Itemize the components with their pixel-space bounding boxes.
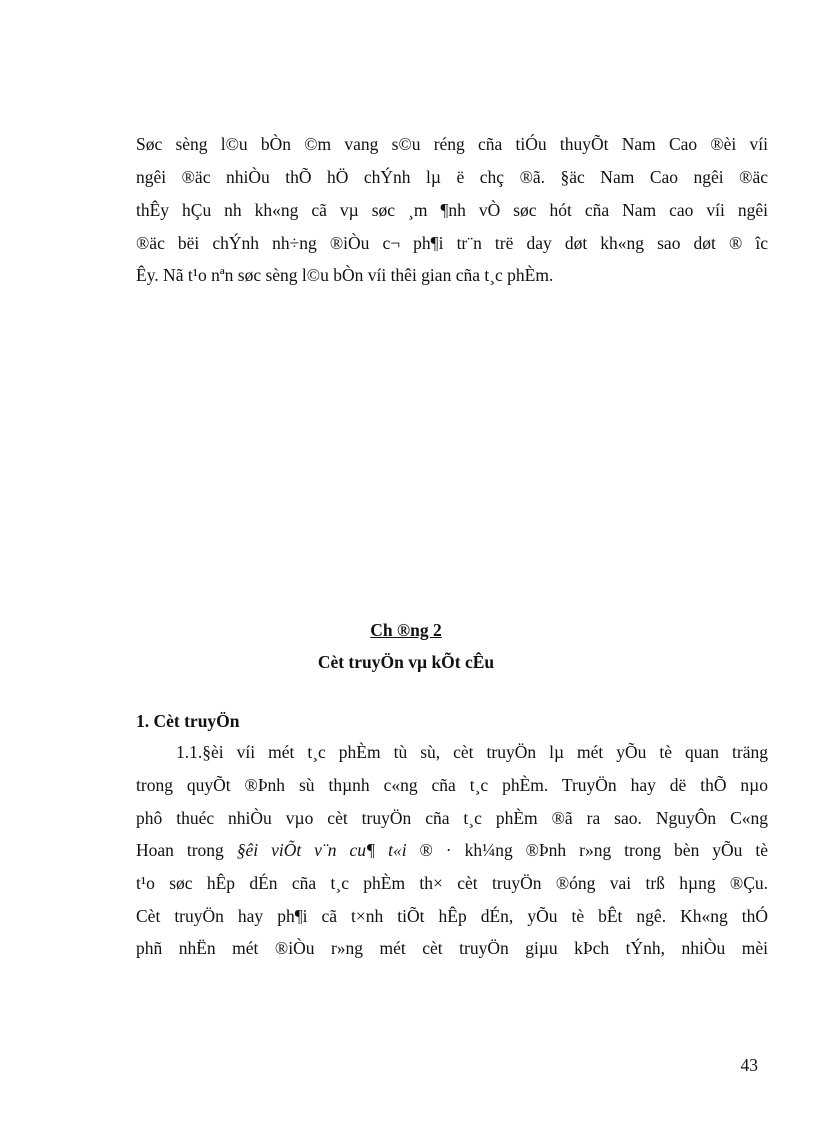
text-line: ngêi ®äc nhiÒu thÕ hÖ chÝnh lµ ë chç ®ã. §äc Nam Cao ngêi ®äc <box>136 167 768 187</box>
chapter-title: Cèt truyÖn vµ kÕt cÊu <box>317 652 495 672</box>
text-line: Cèt truyÖn hay ph¶i cã t×nh tiÕt hÊp dÉn, yÕu tè bÊt ngê. Kh«ng thÓ <box>136 906 768 926</box>
text-line <box>136 839 768 861</box>
text-segment: kh¼ng ®Þnh r»ng trong bèn yÕu tè <box>464 840 768 860</box>
text-line: phñ nhËn mét ®iÒu r»ng mét cèt truyÖn giµu kÞch tÝnh, nhiÒu mèi <box>136 938 768 958</box>
text-segment: Hoan trong <box>136 840 224 860</box>
text-line: t¹o søc hÊp dÉn cña t¸c phÈm th× cèt truyÖn ®óng vai trß hµng ®Çu. <box>136 873 768 893</box>
section-heading: 1. Cèt truyÖn <box>136 711 240 731</box>
text-line: phô thuéc nhiÒu vµo cèt truyÖn cña t¸c phÈm ®ã ra sao. NguyÔn C«ng <box>136 808 768 828</box>
book-title: §êi viÕt v¨n cu¶ t«i <box>236 840 407 860</box>
text-line: 1.1.§èi víi mét t¸c phÈm tù sù, cèt truyÖn lµ mét yÕu tè quan träng <box>176 742 768 762</box>
page-number: 43 <box>740 1055 758 1075</box>
chapter-label: Ch ®ng 2 <box>370 620 442 640</box>
text-segment: ® · <box>419 840 452 860</box>
text-line: Søc sèng l©u bÒn ©m vang s©u réng cña tiÓu thuyÕt Nam Cao ®èi víi <box>136 134 768 154</box>
text-line: trong quyÕt ®Þnh sù thµnh c«ng cña t¸c phÈm. TruyÖn hay dë thÕ nµo <box>136 775 768 795</box>
text-line: thÊy hÇu nh kh«ng cã vµ søc ¸m ¶nh vÒ søc hót cña Nam cao víi ngêi <box>136 200 768 220</box>
text-line: Êy. Nã t¹o nªn søc sèng l©u bÒn víi thêi gian cña t¸c phÈm. <box>136 265 554 285</box>
text-line: ®äc bëi chÝnh nh÷ng ®iÒu c¬ ph¶i tr¨n trë day døt kh«ng sao døt ® îc <box>136 233 768 253</box>
